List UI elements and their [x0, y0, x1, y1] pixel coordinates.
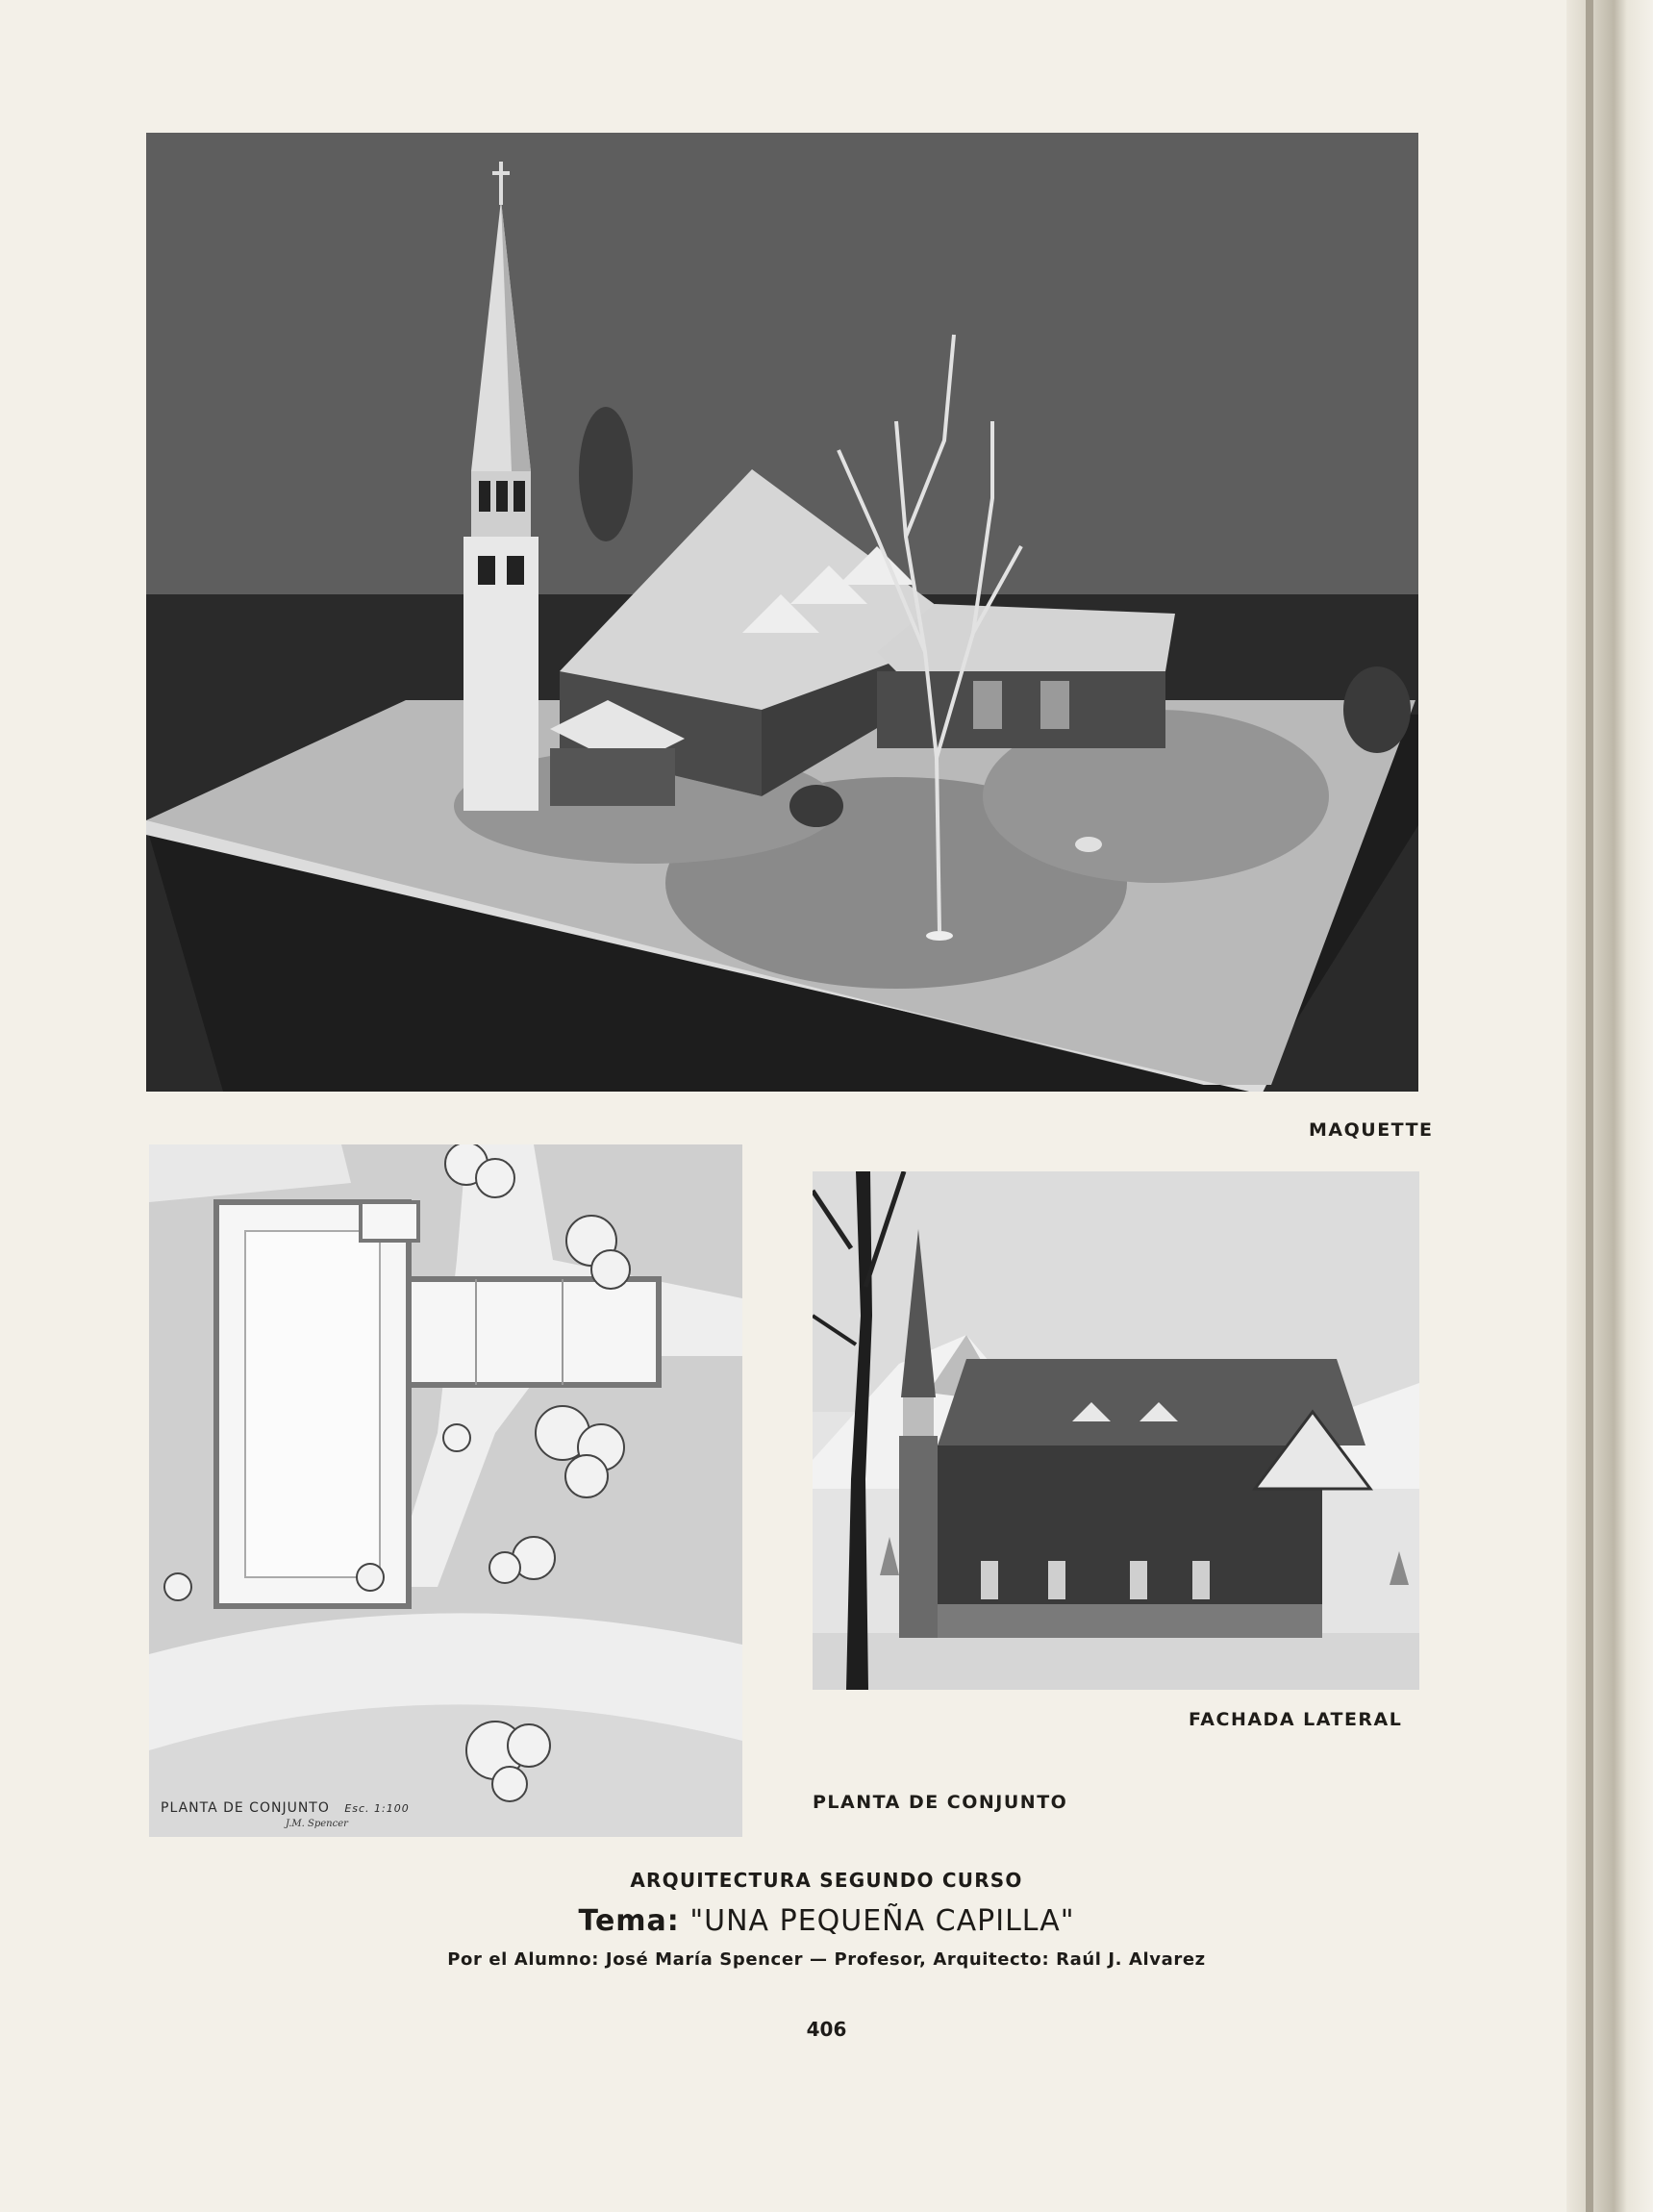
site-plan-caption: PLANTA DE CONJUNTO: [813, 1792, 1068, 1813]
page-number: 406: [806, 2018, 847, 2041]
side-facade-drawing: [813, 1171, 1419, 1690]
theme-title: "UNA PEQUEÑA CAPILLA": [689, 1904, 1075, 1938]
site-plan-scale: Esc. 1:100: [344, 1802, 410, 1815]
site-plan-drawing: [149, 1144, 742, 1837]
theme-label: Tema:: [578, 1904, 680, 1938]
facade-caption: FACHADA LATERAL: [1189, 1709, 1403, 1730]
maquette-photo: [146, 133, 1418, 1092]
course-heading: ARQUITECTURA SEGUNDO CURSO: [630, 1869, 1023, 1892]
site-plan-signature: J.M. Spencer: [286, 1819, 348, 1829]
credits-line: Por el Alumno: José María Spencer — Profesor, Arquitecto: Raúl J. Alvarez: [447, 1949, 1206, 1970]
maquette-caption: MAQUETTE: [1309, 1119, 1434, 1141]
site-plan-label: PLANTA DE CONJUNTO Esc. 1:100: [161, 1800, 410, 1816]
theme-line: [0, 1904, 1653, 1938]
